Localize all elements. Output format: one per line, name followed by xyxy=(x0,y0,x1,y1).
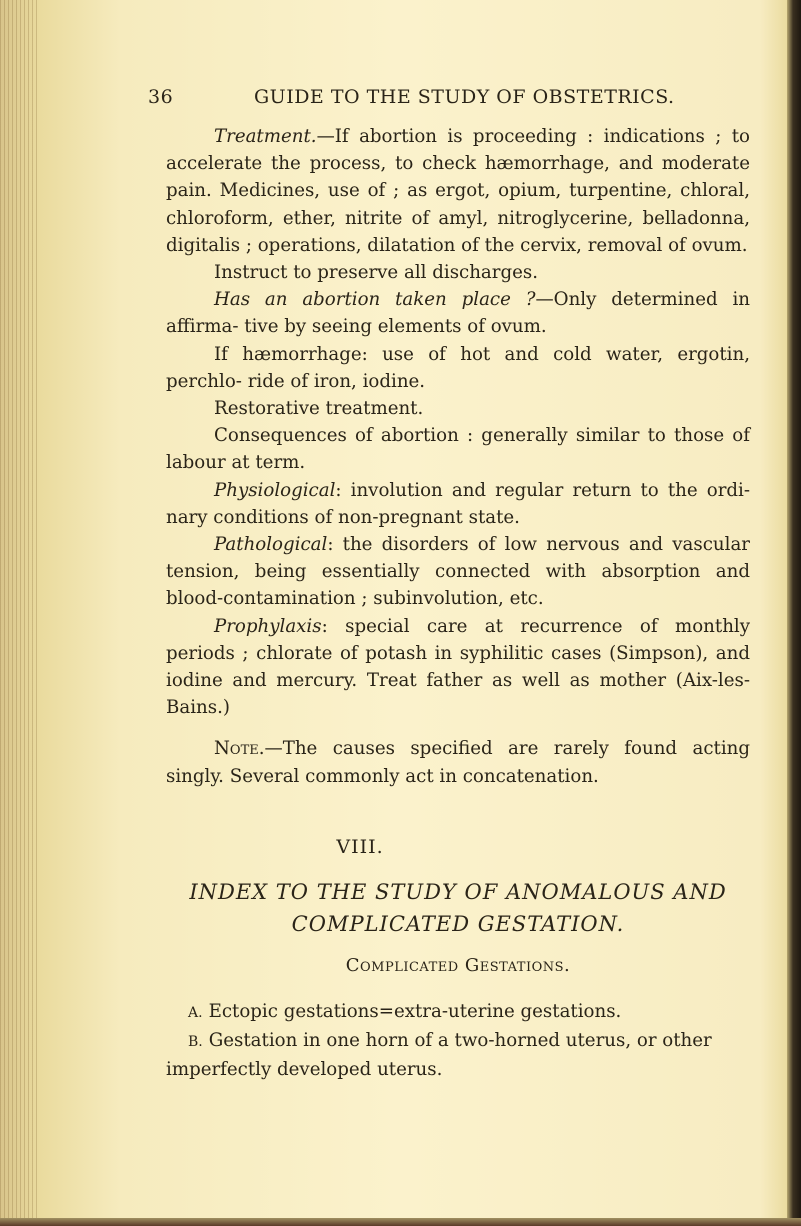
pathological-text: : the disorders of low nervous and vascular tension, being essentially connected with absorption and blood-contamination ; subinvolution, etc. xyxy=(166,534,750,610)
book-binding-edge xyxy=(787,0,801,1226)
paragraph-prophylaxis xyxy=(166,613,750,722)
gestation-list xyxy=(166,998,766,1084)
list-item-text: Ectopic gestations=extra-uterine gestations. xyxy=(208,1001,622,1022)
section-number: VIII. xyxy=(336,836,384,858)
abortion-question-text: —Only determined in affirma- tive by seeing elements of ovum. xyxy=(166,289,750,338)
prophylaxis-label: Prophylaxis xyxy=(214,615,322,637)
section-title xyxy=(166,876,750,940)
physiological-label: Physiological xyxy=(214,479,336,501)
paragraph-restorative: Restorative treatment. xyxy=(214,398,424,420)
running-head: GUIDE TO THE STUDY OF OBSTETRICS. xyxy=(254,86,675,108)
paragraph-physiological xyxy=(166,477,750,531)
abortion-question-label: Has an abortion taken place ? xyxy=(214,289,536,311)
section-subheading: Complicated Gestations. xyxy=(345,955,571,976)
physiological-text: : involution and regular return to the ordi- nary conditions of non-pregnant state. xyxy=(166,479,750,528)
section-title-line-2: COMPLICATED GESTATION. xyxy=(291,912,625,936)
page-body xyxy=(166,123,750,790)
list-continuation: imperfectly developed uterus. xyxy=(166,1059,443,1080)
section-title-line-1: INDEX TO THE STUDY OF ANOMALOUS AND xyxy=(189,880,727,904)
paragraph-note xyxy=(166,735,750,789)
list-item-letter: A. xyxy=(188,1005,203,1021)
list-item xyxy=(166,998,766,1027)
list-item xyxy=(166,1027,766,1056)
paragraph-discharges: Instruct to preserve all discharges. xyxy=(214,262,538,284)
prophylaxis-text: : special care at recurrence of monthly periods ; chlorate of potash in syphilitic cases (Simpson), and iodine and mercury. Treat father as well as mother (Aix-les-Bains.) xyxy=(166,615,750,719)
list-item-letter: B. xyxy=(188,1034,203,1050)
pathological-label: Pathological xyxy=(214,534,328,556)
page-bottom-edge xyxy=(0,1218,801,1226)
note-text: —The causes specified are rarely found acting singly. Several commonly act in concatenation. xyxy=(166,738,750,787)
page-number: 36 xyxy=(148,86,174,108)
paragraph-haemorrhage: If hæmorrhage: use of hot and cold water, ergotin, perchlo- ride of iron, iodine. xyxy=(166,343,750,392)
treatment-text: —If abortion is proceeding : indications ; to accelerate the process, to check hæmorrhage, and moderate pain. Medicines, use of ; as ergot, opium, turpentine, chloral, chloroform, ether, nitrite of amyl, nitroglycerine, belladonna, digitalis ; operations, dilatation of the cervix, removal of ovum. xyxy=(166,126,750,256)
treatment-label: Treatment. xyxy=(214,126,317,147)
page-edge-gutter xyxy=(0,0,38,1226)
paragraph-abortion-taken-place xyxy=(166,286,750,340)
paragraph-treatment xyxy=(166,123,750,259)
page-header xyxy=(148,86,748,112)
list-item-text: Gestation in one horn of a two-horned uterus, or other xyxy=(208,1030,712,1051)
paragraph-pathological xyxy=(166,531,750,613)
note-label: Note. xyxy=(214,738,265,760)
paragraph-consequences: Consequences of abortion : generally similar to those of labour at term. xyxy=(166,425,750,474)
